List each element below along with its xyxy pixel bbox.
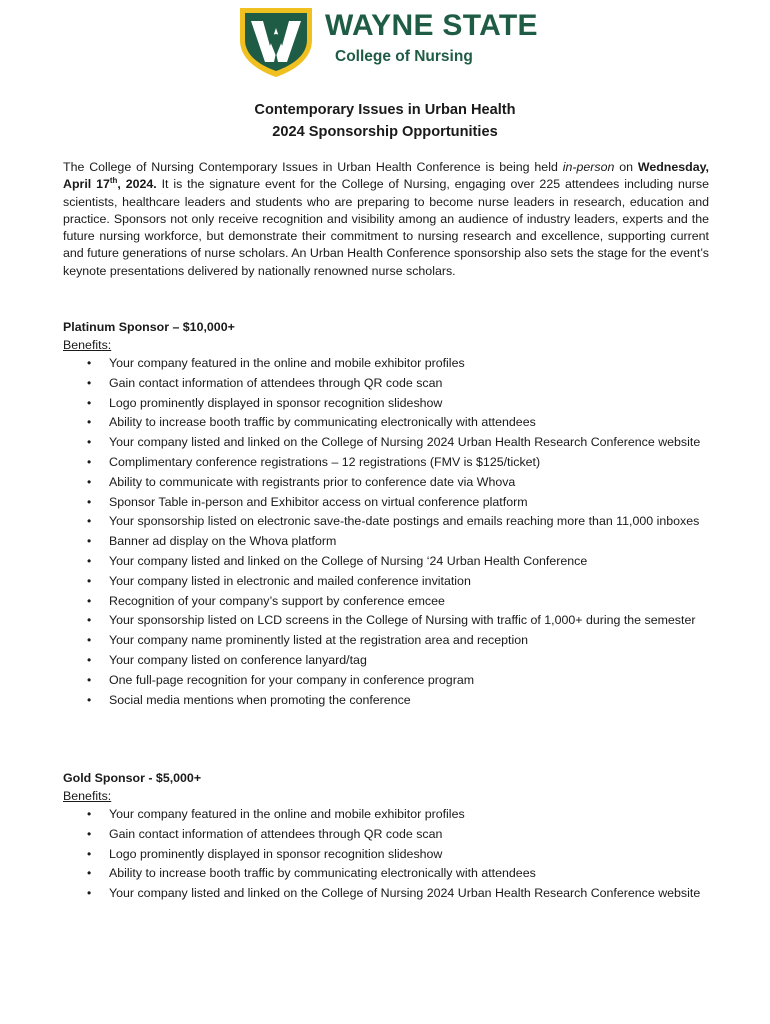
benefit-item — [63, 692, 723, 710]
bullet-icon: • — [87, 395, 92, 410]
gold-title: Gold Sponsor - $5,000+ — [63, 771, 202, 785]
benefit-text: Your company listed on conference lanyard/tag — [109, 652, 367, 667]
benefit-item — [63, 553, 723, 571]
bullet-icon: • — [87, 807, 92, 821]
intro-italic: in-person — [562, 160, 615, 174]
intro-paragraph — [63, 159, 709, 280]
benefit-text: Gain contact information of attendees through QR code scan — [109, 375, 443, 390]
bullet-icon: • — [87, 826, 92, 841]
bullet-icon: • — [87, 435, 92, 450]
title-line-2: 2024 Sponsorship Opportunities — [272, 124, 498, 140]
bullet-icon: • — [87, 415, 92, 430]
bullet-icon: • — [87, 553, 92, 568]
benefit-item — [63, 434, 723, 452]
bullet-icon: • — [87, 474, 92, 489]
benefit-text: Your company listed and linked on the College of Nursing 2024 Urban Health Research Conference website — [109, 886, 701, 901]
benefit-item — [63, 474, 723, 492]
benefit-text: Your company listed in electronic and mailed conference invitation — [109, 573, 471, 588]
benefit-item — [63, 632, 723, 650]
bullet-icon: • — [87, 846, 92, 861]
benefit-item — [63, 652, 723, 670]
title-line-1: Contemporary Issues in Urban Health — [254, 102, 516, 118]
benefit-item — [63, 375, 723, 393]
bullet-icon: • — [87, 633, 92, 648]
benefit-item — [63, 826, 723, 844]
benefit-text: One full-page recognition for your company in conference program — [109, 672, 475, 687]
bullet-icon: • — [87, 494, 92, 509]
bullet-icon: • — [87, 514, 92, 529]
benefit-text: Your company featured in the online and mobile exhibitor profiles — [109, 807, 465, 821]
benefit-item — [63, 806, 723, 824]
benefit-text: Banner ad display on the Whova platform — [109, 534, 337, 549]
benefit-text: Your company featured in the online and mobile exhibitor profiles — [109, 356, 465, 370]
event-date-b: , 2024. — [117, 177, 157, 192]
platinum-section — [63, 319, 723, 711]
benefit-item — [63, 593, 723, 611]
benefit-item — [63, 865, 723, 883]
benefit-text: Logo prominently displayed in sponsor recognition slideshow — [109, 846, 443, 861]
bullet-icon: • — [87, 375, 92, 390]
benefit-item — [63, 513, 723, 531]
shield-logo-icon — [238, 6, 314, 78]
benefit-text: Ability to increase booth traffic by communicating electronically with attendees — [109, 866, 536, 881]
bullet-icon: • — [87, 593, 92, 608]
benefit-text: Complimentary conference registrations – 12 registrations (FMV is $125/ticket) — [109, 454, 541, 469]
benefit-item — [63, 395, 723, 413]
brand-name: WAYNE STATE — [325, 9, 538, 42]
benefit-text: Your sponsorship listed on electronic save-the-date postings and emails reaching more than 11,000 inboxes — [109, 514, 700, 529]
gold-benefits-label: Benefits: — [63, 788, 112, 803]
benefit-item — [63, 573, 723, 591]
document-title — [0, 99, 770, 143]
benefit-text: Your company listed and linked on the College of Nursing ‘24 Urban Health Conference — [109, 553, 588, 568]
benefit-text: Your company listed and linked on the College of Nursing 2024 Urban Health Research Conference website — [109, 435, 701, 450]
bullet-icon: • — [87, 866, 92, 881]
benefit-text: Gain contact information of attendees through QR code scan — [109, 826, 443, 841]
platinum-benefits-list — [63, 355, 723, 709]
bullet-icon: • — [87, 652, 92, 667]
intro-text-1: The College of Nursing Contemporary Issues in Urban Health Conference is being held — [63, 160, 563, 174]
wayne-state-logo — [238, 6, 538, 78]
event-date-sup: th — [109, 176, 118, 186]
bullet-icon: • — [87, 692, 92, 707]
benefit-text: Sponsor Table in-person and Exhibitor access on virtual conference platform — [109, 494, 528, 509]
benefit-text: Logo prominently displayed in sponsor recognition slideshow — [109, 395, 443, 410]
bullet-icon: • — [87, 356, 92, 370]
platinum-title: Platinum Sponsor – $10,000+ — [63, 320, 235, 334]
bullet-icon: • — [87, 672, 92, 687]
benefit-item — [63, 533, 723, 551]
benefit-item — [63, 414, 723, 432]
benefit-text: Recognition of your company’s support by conference emcee — [109, 593, 445, 608]
brand-subtitle: College of Nursing — [335, 48, 473, 65]
benefit-item — [63, 494, 723, 512]
benefit-text: Ability to increase booth traffic by communicating electronically with attendees — [109, 415, 536, 430]
benefit-item — [63, 885, 723, 903]
platinum-benefits-label: Benefits: — [63, 337, 112, 352]
benefit-item — [63, 672, 723, 690]
bullet-icon: • — [87, 886, 92, 901]
benefit-item — [63, 846, 723, 864]
intro-text-2: on — [614, 160, 638, 174]
benefit-text: Your company name prominently listed at the registration area and reception — [109, 633, 528, 648]
benefit-item — [63, 612, 723, 630]
intro-text-3: It is the signature event for the College of Nursing, engaging over 225 attendees including nurse scientists, healthcare leaders and students who are preparing to become nurse leaders in research, education and practice. Sponsors not only receive recognition and visibility among an audience of industry leaders, experts and the future nursing workforce, but demonstrate their commitment to nursing research and excellence, supporting current and future generations of nurse scholars. An Urban Health Conference sponsorship also sets the stage for the event’s keynote presentations delivered by nationally renowned nurse scholars. — [63, 177, 709, 278]
benefit-item — [63, 454, 723, 472]
benefit-item — [63, 355, 723, 373]
bullet-icon: • — [87, 534, 92, 549]
bullet-icon: • — [87, 573, 92, 588]
benefit-text: Your sponsorship listed on LCD screens in the College of Nursing with traffic of 1,000+ during the semester — [109, 613, 696, 628]
gold-section — [63, 770, 723, 905]
bullet-icon: • — [87, 613, 92, 628]
benefit-text: Ability to communicate with registrants prior to conference date via Whova — [109, 474, 516, 489]
gold-benefits-list — [63, 806, 723, 903]
benefit-text: Social media mentions when promoting the conference — [109, 692, 411, 707]
bullet-icon: • — [87, 454, 92, 469]
event-date-a: Wednesday, April 17 — [63, 160, 709, 192]
